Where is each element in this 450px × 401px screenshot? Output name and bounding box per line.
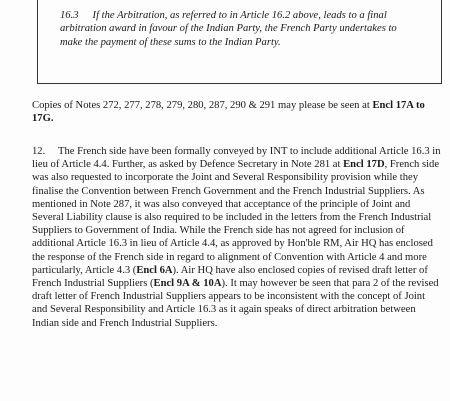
paragraph-text-3: ). Air HQ have also enclosed copies of revised draft letter of French Industrial Suppliers ( [32,264,428,290]
copies-enclosure-ref: Encl 17A to 17G. [32,100,425,125]
paragraph-12 [32,145,442,330]
paragraph-text-2: , French side was also requested to incorporate the Joint and Several Responsibility provision while they finalise the Convention between French Government and the French Industrial Suppliers. As mentioned in Note 287, it was also conveyed that acceptance of the principle of Joint and Several Liability clause is also required to be included in the letters from the French Industrial Suppliers to Government of India. While the French side has not agreed for inclusion of additional Article 16.3 in lieu of Article 4.4, as approved by Hon'ble RM, Air HQ has enclosed the response of the French side in regard to alignment of Convention with Article 4 and more particularly, Article 4.3 ( [32,159,440,276]
clause-number: 16.3 [60,10,79,21]
copies-text: Copies of Notes 272, 277, 278, 279, 280, 287, 290 & 291 may please be seen at [32,100,373,111]
copies-note [32,99,442,126]
paragraph-text-4: ). It may however be seen that para 2 of the revised draft letter of French Industrial Suppliers appears to be inconsistent with the concept of Joint and Several Responsibility and Article 16.3 as it again speaks of direct arbitration between Indian side and French Industrial Suppliers. [32,278,439,329]
quoted-clause [60,9,408,49]
paragraph-text-1: The French side have been formally conveyed by INT to include additional Article 16.3 in lieu of Article 4.4. Further, as asked by Defence Secretary in Note 281 at [32,146,441,171]
enclosure-ref-6a: Encl 6A [136,264,173,276]
enclosure-ref-9a-10a: Encl 9A & 10A [153,278,222,290]
paragraph-number: 12. [32,146,46,157]
clause-text: If the Arbitration, as referred to in Article 16.2 above, leads to a final arbitration award in favour of the Indian Party, the French Party undertakes to make the payment of these sums to the Indian Party. [60,10,397,48]
enclosure-ref-17d: Encl 17D [343,159,385,171]
